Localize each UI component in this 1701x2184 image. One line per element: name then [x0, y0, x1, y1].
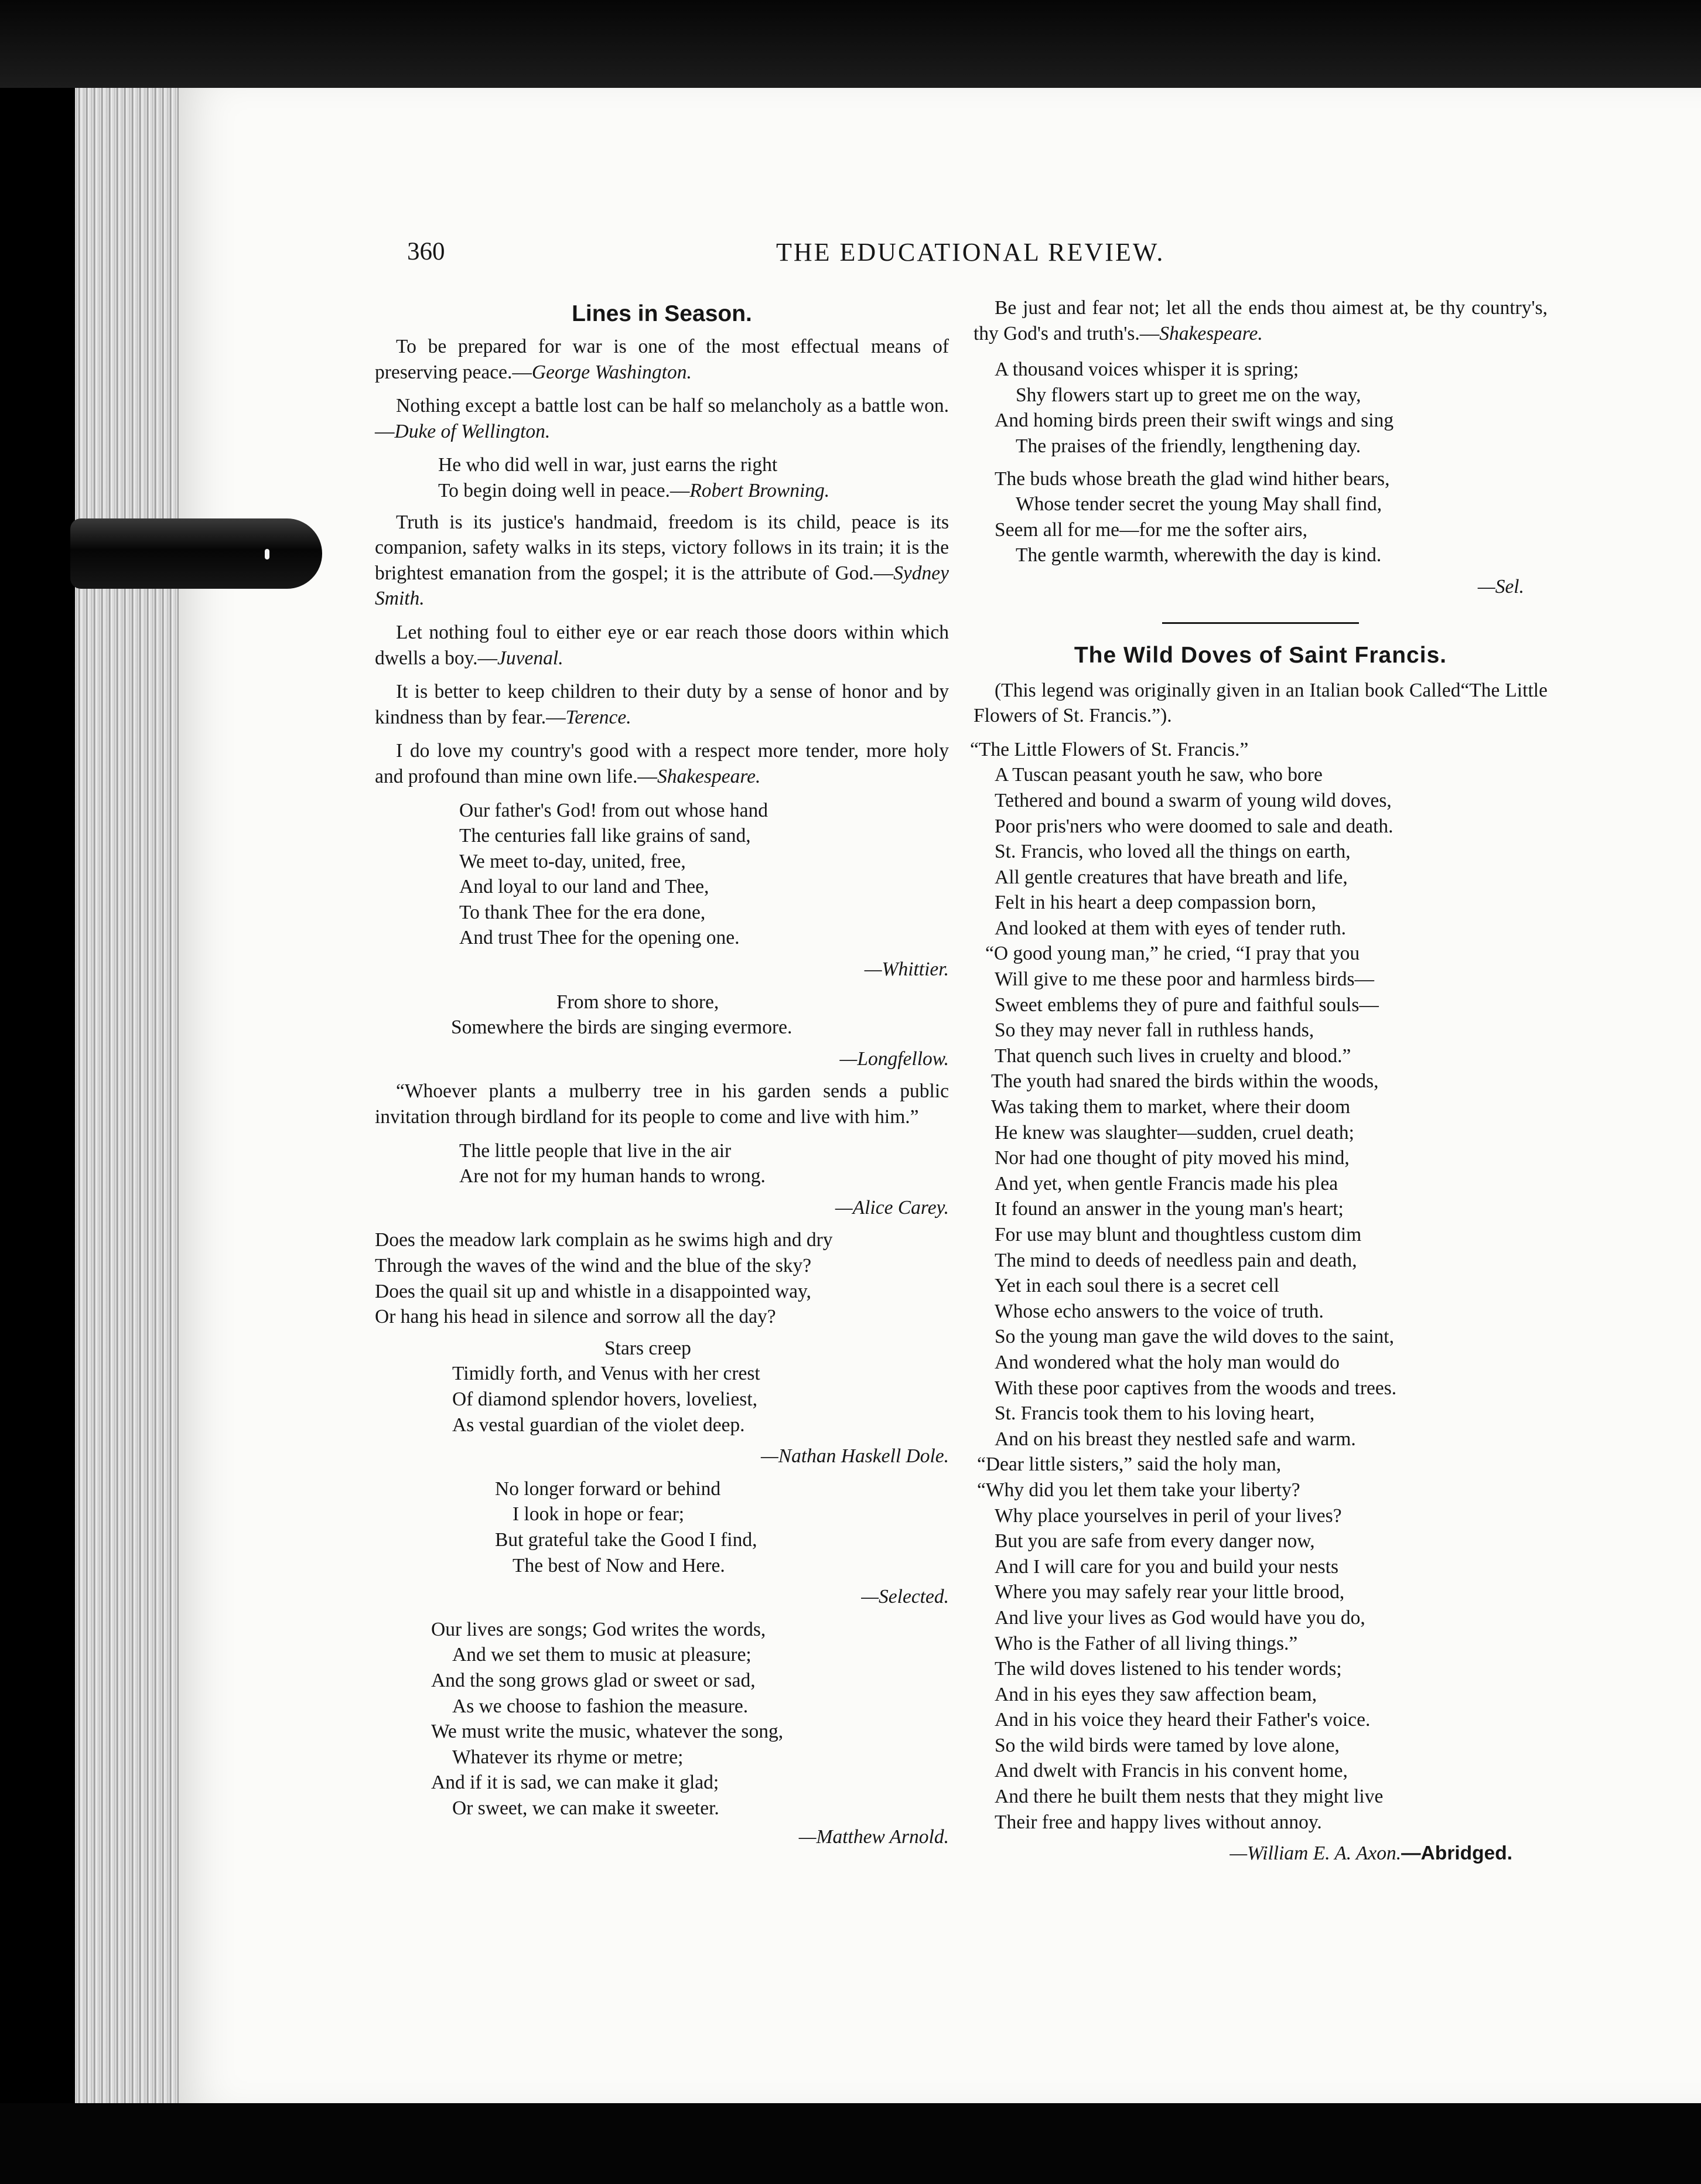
right-column	[970, 295, 1548, 1874]
quote-shakespeare: I do love my country's good with a respect more tender, more holy and profound than mine own life.—Shakespeare.	[375, 740, 949, 787]
bookmark-clip	[70, 518, 322, 589]
poem-wild-doves: “The Little Flowers of St. Francis.” A Tuscan peasant youth he saw, who bore Tethered and bound a swarm of young wild doves, Poor pris'ners who were doomed to sale and death. St. Francis, who loved all the things on earth, All gentle creatures that have breath and life, Felt in his heart a deep compassion born, And looked at them with eyes of tender ruth. “O good young man,” he cried, “I pray that you Will give to me these poor and harmless birds— Sweet emblems they of pure and faithful souls— So they may never fall in ruthless hands, That quench such lives in cruelty and blood.” The youth had snared the birds within the woods, Was taking them to market, where their doom He knew was slaughter—sudden, cruel death; Nor had one thought of pity moved his mind, And yet, when gentle Francis made his plea It found an answer in the young man's heart; For use may blunt and thoughtless custom dim The mind to deeds of needless pain and death, Yet in each soul there is a secret cell Whose echo answers to the voice of truth. So the young man gave the wild doves to the saint, And wondered what the holy man would do With these poor captives from the woods and trees. St. Francis took them to his loving heart, And on his breast they nestled safe and warm. “Dear little sisters,” said the holy man, “Why did you let them take your liberty? Why place yourselves in peril of your lives? But you are safe from every danger now, And I will care for you and build your nests Where you may safely rear your little brood, And live your lives as God would have you do, Who is the Father of all living things.” The wild doves listened to his tender words; And in his eyes they saw affection beam, And in his voice they heard their Father's voice. So the wild birds were tamed by love alone, And dwelt with Francis in his convent home, And there he built them nests that they might live Their free and happy lives without annoy.	[970, 738, 1397, 1833]
running-head: THE EDUCATIONAL REVIEW.	[776, 238, 1165, 267]
verse-browning: He who did well in war, just earns the right To begin doing well in peace.—Robert Browning.	[438, 454, 830, 501]
attribution-matthew-arnold: —Matthew Arnold.	[798, 1826, 949, 1848]
quote-washington: To be prepared for war is one of the most effectual means of preserving peace.—George Washington.	[375, 336, 949, 383]
attribution-selected: —Selected.	[861, 1586, 949, 1608]
section-title-lines-in-season: Lines in Season.	[572, 301, 752, 326]
quote-mulberry-tree: “Whoever plants a mulberry tree in his garden sends a public invitation through birdland for its people to come and live with him.”	[375, 1080, 949, 1128]
quote-wellington: Nothing except a battle lost can be half so melancholy as a battle won.—Duke of Wellington.	[375, 395, 949, 442]
scan-border-bottom	[0, 2103, 1701, 2184]
verse-selected: No longer forward or behind I look in hope or fear; But grateful take the Good I find, The best of Now and Here.	[495, 1477, 757, 1576]
scan-border-top	[0, 0, 1701, 88]
attribution-axon: —William E. A. Axon.—Abridged.	[1229, 1842, 1512, 1865]
attribution-sel: —Sel.	[1477, 575, 1524, 598]
verse-matthew-arnold: Our lives are songs; God writes the words, And we set them to music at pleasure; And the song grows glad or sweet or sad, As we choose to fashion the measure. We must write the music, whatever the song, Whatever its rhyme or metre; And if it is sad, we can make it glad; Or sweet, we can make it sweeter.	[431, 1618, 784, 1819]
quote-sydney-smith: Truth is its justice's handmaid, freedom is its child, peace is its companion, safety walks in its steps, victory follows in its train; it is the brightest emanation from the gospel; it is the attribute of God.—Sydney Smith.	[375, 511, 949, 610]
verse-meadow-lark: Does the meadow lark complain as he swims high and dry Through the waves of the wind and the blue of the sky? Does the quail sit up and whistle in a disappointed way, Or hang his head in silence and sorrow all the day?	[375, 1229, 833, 1328]
quote-terence: It is better to keep children to their duty by a sense of honor and by kindness than by fear.—Terence.	[375, 681, 949, 728]
verse-whittier: Our father's God! from out whose hand The centuries fall like grains of sand, We meet to-day, united, free, And loyal to our land and Thee, To thank Thee for the era done, And trust Thee for the opening one.	[459, 799, 768, 949]
page-edges	[75, 88, 180, 2103]
section-title-wild-doves: The Wild Doves of Saint Francis.	[1074, 642, 1447, 668]
page-number: 360	[407, 238, 445, 265]
section-divider	[1162, 622, 1359, 624]
legend-intro: (This legend was originally given in an Italian book Called“The Little Flowers of St. Francis.”).	[974, 679, 1548, 727]
verse-longfellow: From shore to shore, Somewhere the birds are singing evermore.	[451, 991, 793, 1039]
verse-alice-carey: The little people that live in the air Are not for my human hands to wrong.	[459, 1139, 766, 1187]
attribution-whittier: —Whittier.	[864, 958, 949, 981]
attribution-dole: —Nathan Haskell Dole.	[760, 1445, 949, 1468]
verse-spring: A thousand voices whisper it is spring; Shy flowers start up to greet me on the way, And homing birds preen their swift wings and sing The praises of the friendly, lengthening day. The buds whose breath the glad wind hither bears, Whose tender secret the young May shall find, Seem all for me—for me the softer airs, The gentle warmth, wherewith the day is kind.	[995, 359, 1394, 567]
verse-dole: Stars creep Timidly forth, and Venus with her crest Of diamond splendor hovers, loveliest, As vestal guardian of the violet deep.	[452, 1337, 760, 1436]
quote-shakespeare-just: Be just and fear not; let all the ends thou aimest at, be thy country's, thy God's and truth's.—Shakespeare.	[974, 297, 1548, 344]
attribution-alice-carey: —Alice Carey.	[835, 1196, 949, 1219]
quote-juvenal: Let nothing foul to either eye or ear reach those doors within which dwells a boy.—Juvenal.	[375, 621, 949, 669]
left-column	[375, 300, 949, 1857]
attribution-longfellow: —Longfellow.	[839, 1047, 949, 1070]
